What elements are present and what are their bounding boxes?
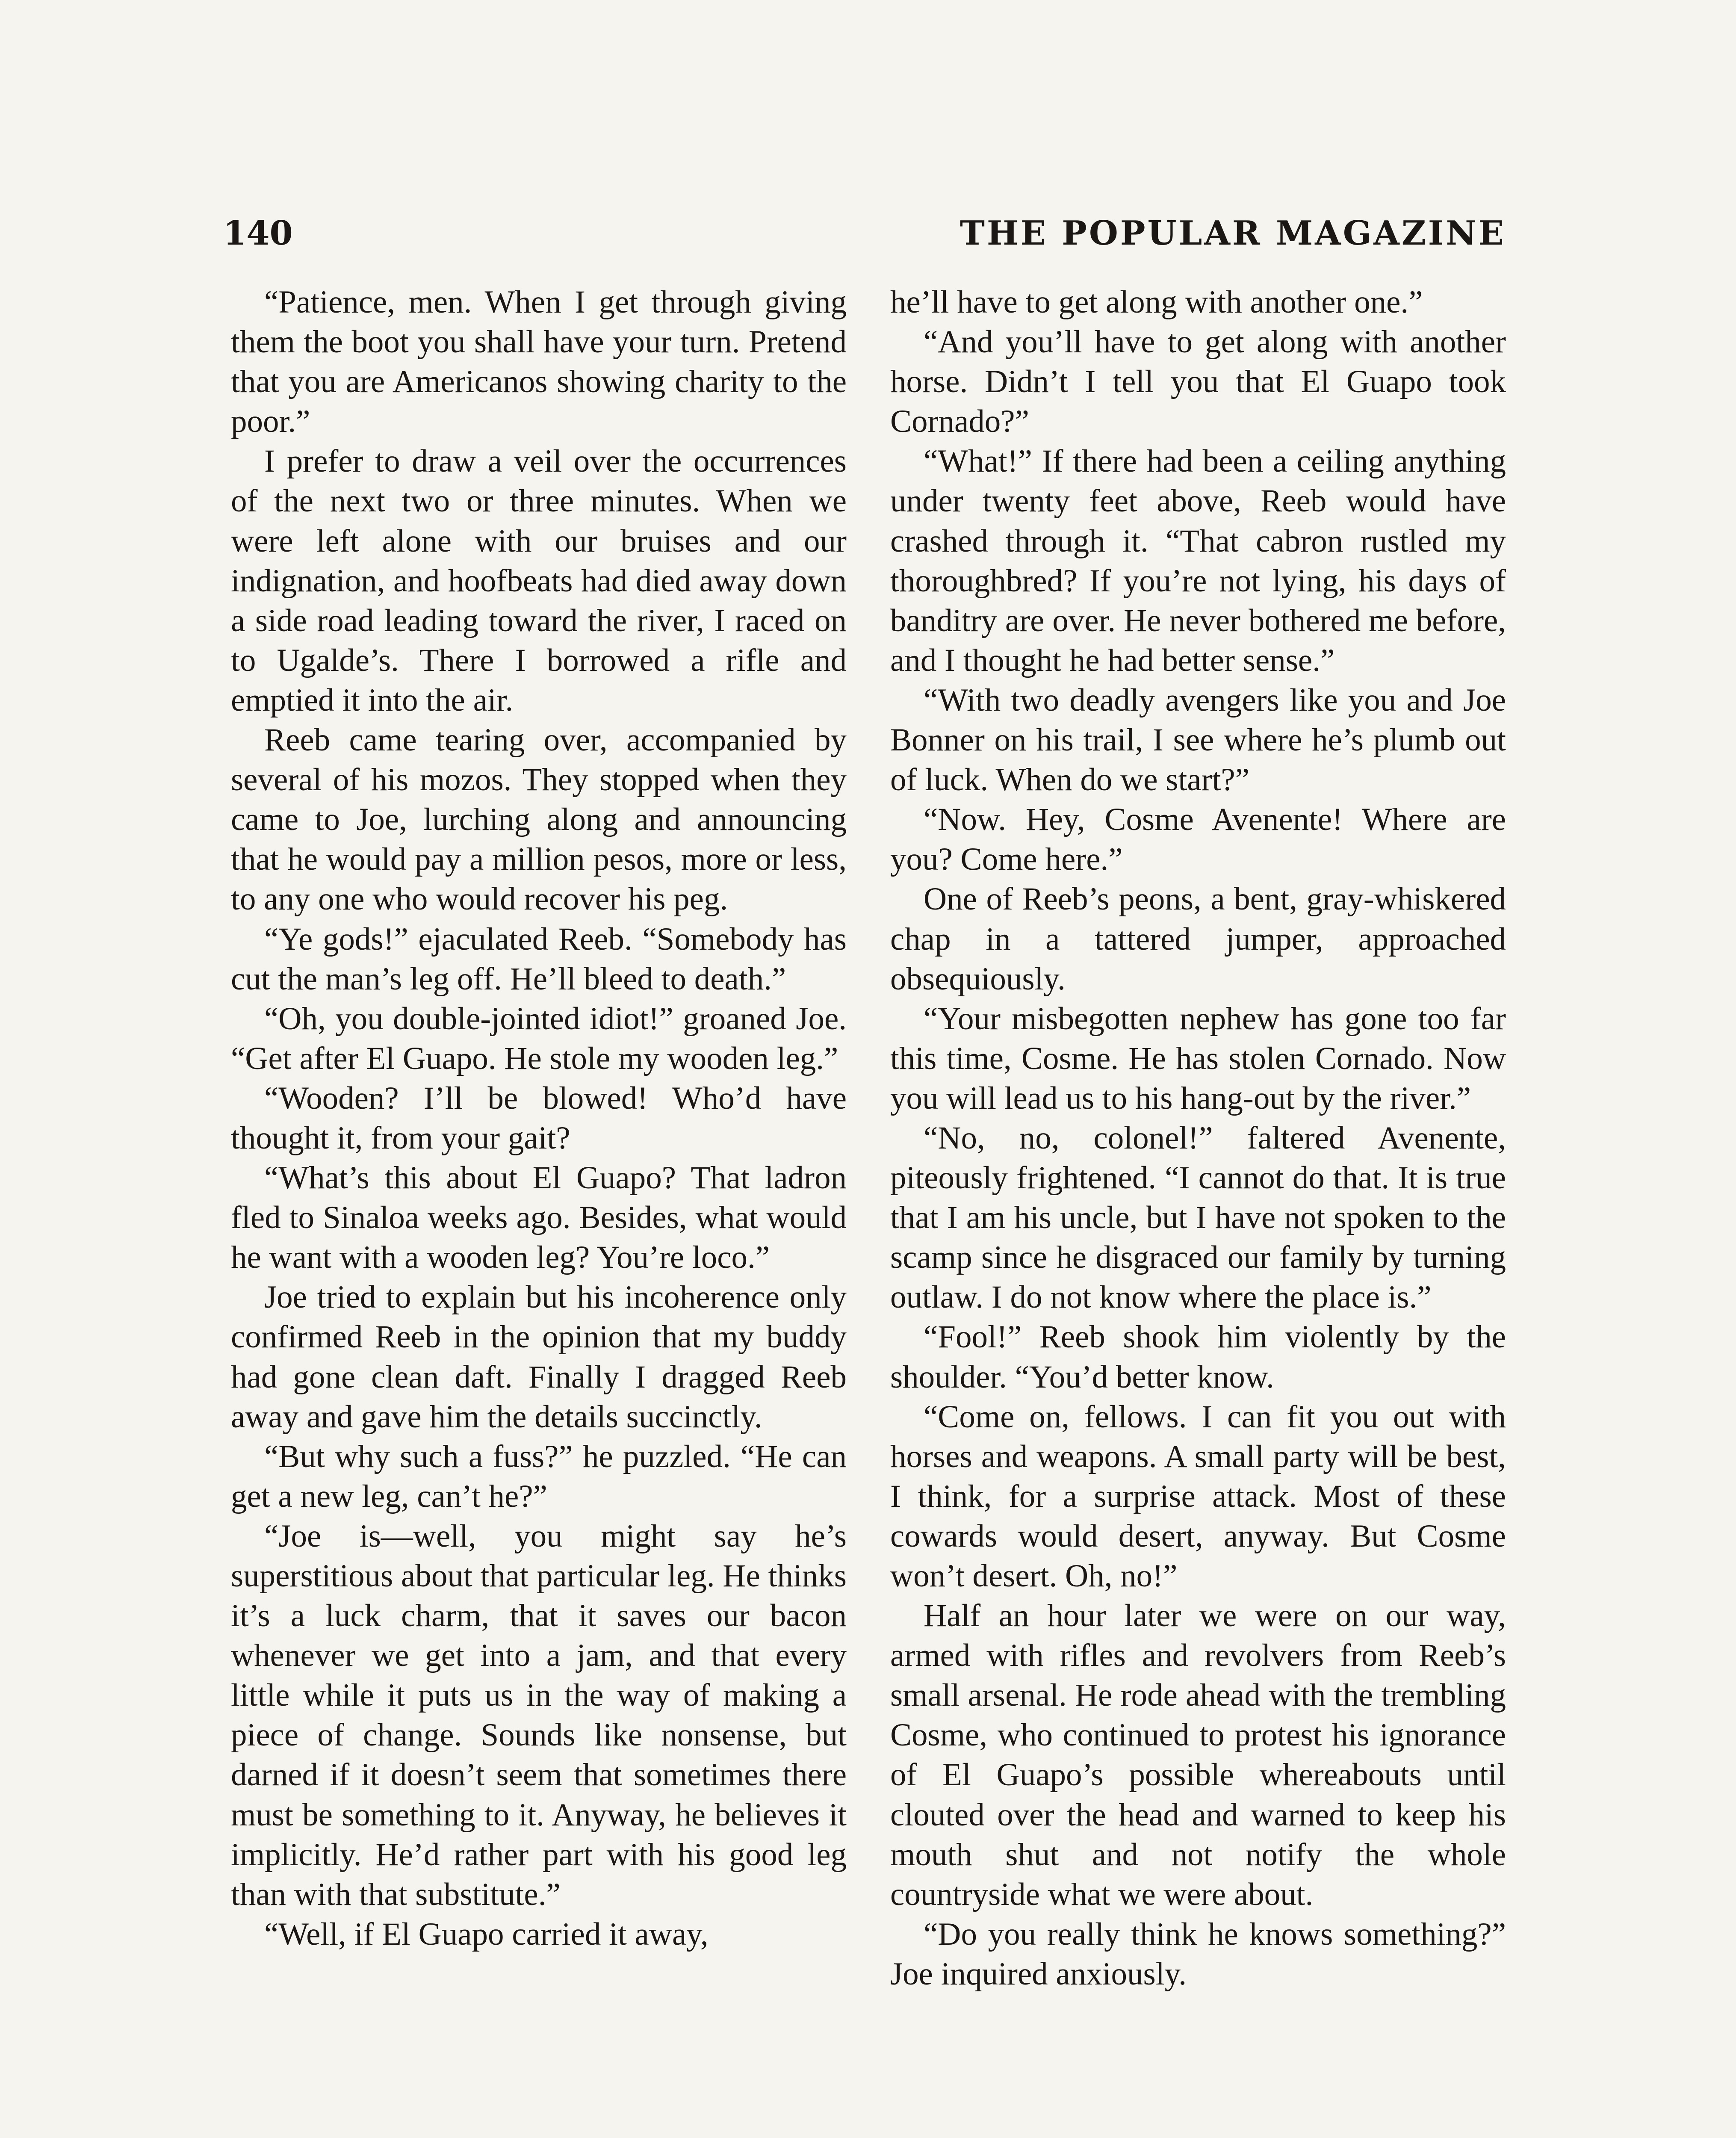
- paragraph: “Wooden? I’ll be blowed! Who’d have thought it, from your gait?: [231, 1080, 847, 1156]
- paragraph: “Joe is—well, you might say he’s superstitious about that particular leg. He thinks it’s a luck charm, that it saves our bacon whenever we get into a jam, and that every little while it puts us in the way of making a piece of change. Sounds like nonsense, but darned if it doesn’t seem that sometimes there must be something to it. Anyway, he believes it implicitly. He’d rather part with his good leg than with that substitute.”: [231, 1518, 847, 1912]
- paragraph: “What!” If there had been a ceiling anything under twenty feet above, Reeb would have crashed through it. “That cabron rustled my thoroughbred? If you’re not lying, his days of banditry are over. He never bothered me before, and I thought he had better sense.”: [890, 443, 1506, 678]
- paragraph: “Come on, fellows. I can fit you out with horses and weapons. A small party will be best, I think, for a surprise attack. Most of these cowards would desert, anyway. But Cosme won’t desert. Oh, no!”: [890, 1399, 1506, 1594]
- paragraph: “Fool!” Reeb shook him violently by the shoulder. “You’d better know.: [890, 1319, 1506, 1395]
- paragraph: One of Reeb’s peons, a bent, gray-whiskered chap in a tattered jumper, approached obsequiously.: [890, 881, 1506, 997]
- paragraph: Half an hour later we were on our way, armed with rifles and revolvers from Reeb’s small arsenal. He rode ahead with the trembling Cosme, who continued to protest his ignorance of El Guapo’s possible whereabouts until clouted over the head and warned to keep his mouth shut and not notify the whole countryside what we were about.: [890, 1598, 1506, 1912]
- paragraph: “Ye gods!” ejaculated Reeb. “Somebody has cut the man’s leg off. He’ll bleed to death.”: [231, 921, 847, 997]
- paragraph: “Do you really think he knows something?” Joe inquired anxiously.: [890, 1916, 1506, 1992]
- paragraph: I prefer to draw a veil over the occurrences of the next two or three minutes. When we were left alone with our bruises and our indignation, and hoofbeats had died away down a side road leading toward the river, I raced on to Ugalde’s. There I borrowed a rifle and emptied it into the air.: [231, 443, 847, 718]
- paragraph: Joe tried to explain but his incoherence only confirmed Reeb in the opinion that my buddy had gone clean daft. Finally I dragged Reeb away and gave him the details succinctly.: [231, 1279, 847, 1435]
- page-number: 140: [223, 214, 293, 253]
- paragraph: “No, no, colonel!” faltered Avenente, piteously frightened. “I cannot do that. It is true that I am his uncle, but I have not spoken to the scamp since he disgraced our family by turning outlaw. I do not know where the place is.”: [890, 1120, 1506, 1315]
- running-title: THE POPULAR MAGAZINE: [960, 214, 1506, 253]
- paragraph: “And you’ll have to get along with another horse. Didn’t I tell you that El Guapo took Cornado?”: [890, 324, 1506, 440]
- paragraph: “Now. Hey, Cosme Avenente! Where are you? Come here.”: [890, 802, 1506, 877]
- paragraph: “What’s this about El Guapo? That ladron fled to Sinaloa weeks ago. Besides, what would he want with a wooden leg? You’re loco.”: [231, 1160, 847, 1276]
- paragraph: “Well, if El Guapo carried it away,: [264, 1916, 709, 1952]
- paragraph: “With two deadly avengers like you and Joe Bonner on his trail, I see where he’s plumb out of luck. When do we start?”: [890, 682, 1506, 798]
- paragraph: “Patience, men. When I get through giving them the boot you shall have your turn. Pretend that you are Americanos showing charity to the poor.”: [231, 284, 847, 440]
- paragraph: “Your misbegotten nephew has gone too far this time, Cosme. He has stolen Cornado. Now you will lead us to his hang-out by the river.”: [890, 1001, 1506, 1116]
- left-column: [231, 282, 847, 1954]
- paragraph: Reeb came tearing over, accompanied by several of his mozos. They stopped when they came to Joe, lurching along and announcing that he would pay a million pesos, more or less, to any one who would recover his peg.: [231, 722, 847, 917]
- paragraph: “But why such a fuss?” he puzzled. “He can get a new leg, can’t he?”: [231, 1438, 847, 1514]
- running-header: [223, 214, 1506, 261]
- paragraph: he’ll have to get along with another one.”: [890, 284, 1423, 320]
- paragraph: “Oh, you double-jointed idiot!” groaned Joe. “Get after El Guapo. He stole my wooden leg.”: [231, 1001, 847, 1076]
- right-column: [890, 282, 1506, 1994]
